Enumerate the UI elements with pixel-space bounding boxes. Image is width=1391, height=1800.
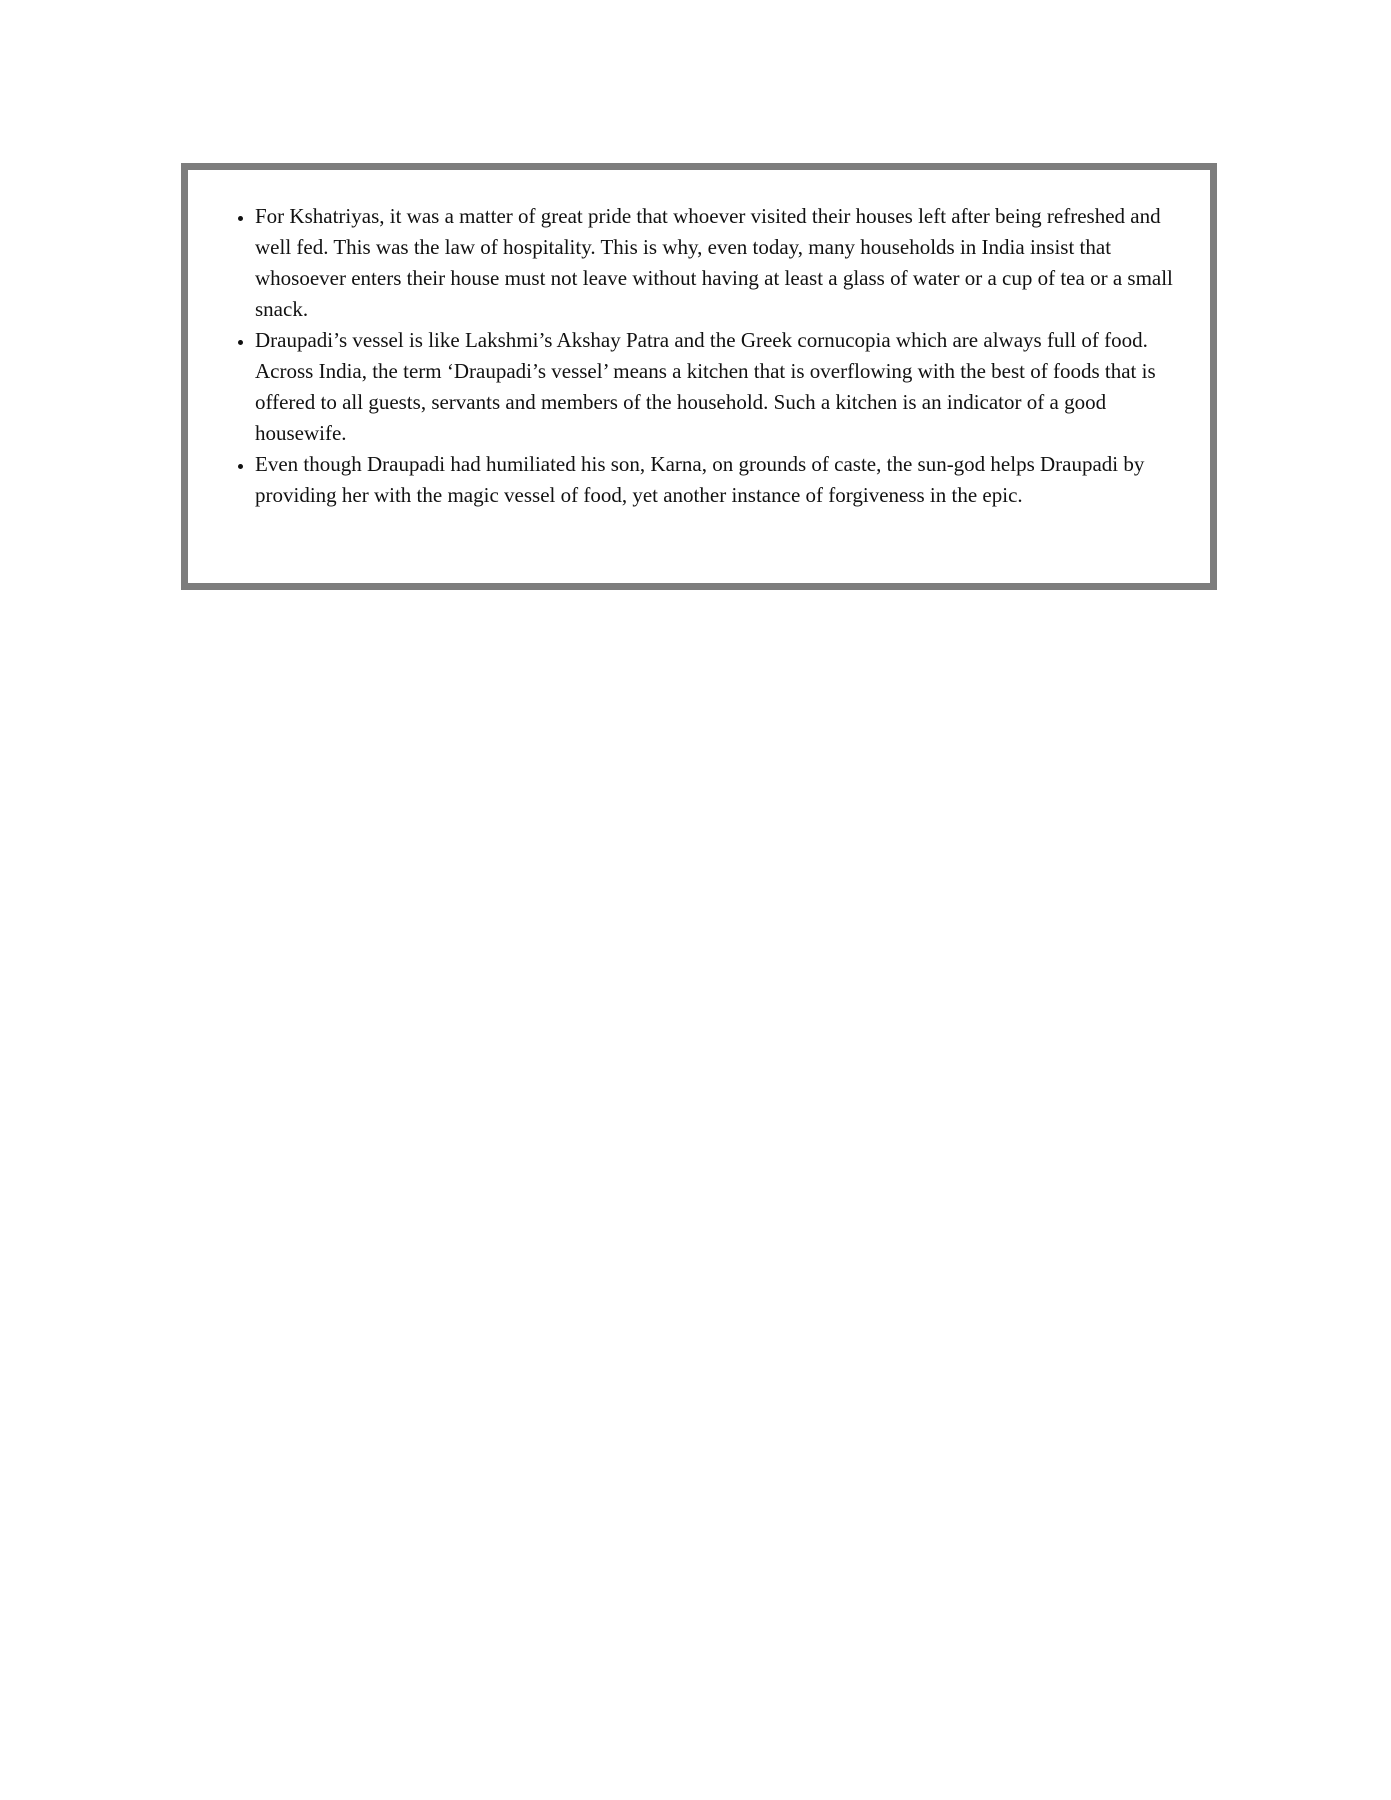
bullet-item-sun-god-forgiveness: • Even though Draupadi had humiliated his son, Karna, on grounds of caste, the sun-god helps Draupadi by providing her with the magic vessel of food, yet another instance of forgiveness in the epic.	[255, 449, 1182, 511]
bullet-item-kshatriya-hospitality: • For Kshatriyas, it was a matter of great pride that whoever visited their houses left after being refreshed and well fed. This was the law of hospitality. This is why, even today, many households in India insist that whosoever enters their house must not leave without having at least a glass of water or a cup of tea or a small snack.	[255, 201, 1182, 325]
bullet-list	[188, 201, 1210, 511]
bordered-note-box	[181, 163, 1217, 590]
bullet-item-draupadi-vessel: • Draupadi’s vessel is like Lakshmi’s Akshay Patra and the Greek cornucopia which are always full of food. Across India, the term ‘Draupadi’s vessel’ means a kitchen that is overflowing with the best of foods that is offered to all guests, servants and members of the household. Such a kitchen is an indicator of a good housewife.	[255, 325, 1182, 449]
